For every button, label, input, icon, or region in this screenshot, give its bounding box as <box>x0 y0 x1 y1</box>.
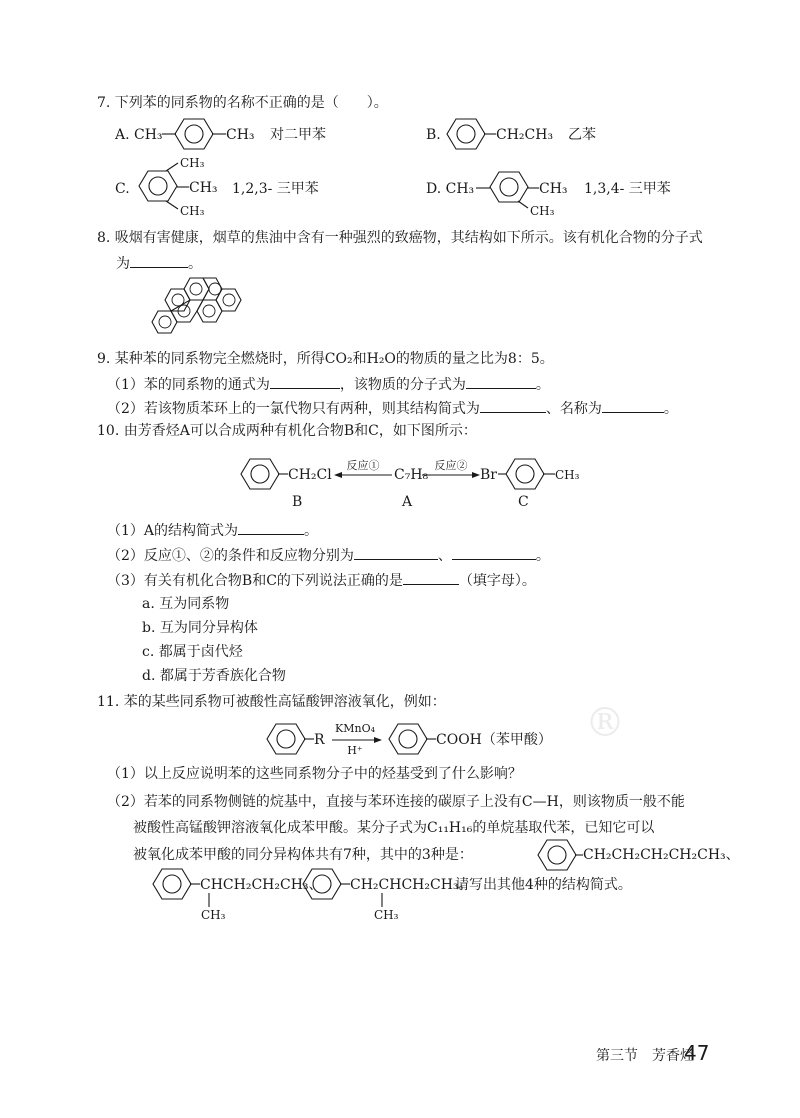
q9-p1-a: （1）苯的同系物的通式为 <box>107 377 270 393</box>
left-arrow-icon <box>334 471 392 479</box>
q7-a-name: 对二甲苯 <box>270 127 326 143</box>
q11-chain2: CHCH₂CH₂CH₃、 <box>200 877 323 893</box>
benzene-ring-icon <box>266 722 306 756</box>
q11-p1: （1）以上反应说明苯的这些同系物分子中的烃基受到了什么影响？ <box>107 766 522 782</box>
benzene-ring-icon <box>302 867 342 901</box>
q9-p2-a: （2）若该物质苯环上的一氯代物只有两种，则其结构简式为 <box>107 401 480 417</box>
bond-line <box>190 883 200 885</box>
answer-blank[interactable] <box>130 253 188 268</box>
q10-p3 <box>107 570 536 590</box>
q11-r-group: R <box>314 732 325 748</box>
q9-p2-b: 、名称为 <box>545 401 602 417</box>
benzene-ring-icon <box>388 722 428 756</box>
q11-reagent-bottom: H⁺ <box>347 744 363 757</box>
q7-c-name: 1,2,3- 三甲苯 <box>232 181 319 197</box>
bond-line <box>543 473 555 475</box>
q10-label-b: B <box>292 494 303 510</box>
bond-line <box>208 893 210 907</box>
q7-d-ch3-bot: CH₃ <box>530 204 555 218</box>
q7-d-name: 1,3,4- 三甲苯 <box>584 181 671 197</box>
q10-line1: 10. 由芳香烃A可以合成两种有机化合物B和C，如下图所示： <box>97 423 477 439</box>
benzene-ring-icon <box>138 169 178 203</box>
q10-p3-a: （3）有关有机化合物B和C的下列说法正确的是 <box>107 573 403 589</box>
q10-p2 <box>107 545 550 565</box>
q7-c-prefix: C. <box>115 181 130 197</box>
bond-line <box>476 187 490 189</box>
answer-blank[interactable] <box>270 374 340 389</box>
q9-p2-c: 。 <box>663 401 678 417</box>
q10-p2-c: 。 <box>535 548 550 564</box>
q7-a-prefix: A. CH₃ <box>115 127 163 143</box>
q10-a-formula: C₇H₈ <box>394 467 429 483</box>
q11-chain3: CH₂CHCH₂CH₃。 <box>350 877 473 893</box>
q11-chain2-ch3: CH₃ <box>201 908 226 922</box>
answer-blank[interactable] <box>238 520 304 535</box>
q11-product: COOH（苯甲酸） <box>436 732 552 748</box>
q7-stem: 7. 下列苯的同系物的名称不正确的是（ ）。 <box>97 95 388 111</box>
q9-p1-c: 。 <box>535 377 550 393</box>
bond-line <box>166 201 180 211</box>
bond-line <box>575 854 583 856</box>
benzene-ring-icon <box>505 457 545 491</box>
benzene-ring-icon <box>489 170 529 204</box>
bond-line <box>177 186 189 188</box>
page-number: 47 <box>684 1041 710 1065</box>
q10-p2-b: 、 <box>437 548 452 564</box>
q10-p1-a: （1）A的结构简式为 <box>107 523 239 539</box>
q10-option-d: d. 都属于芳香族化合物 <box>142 668 286 684</box>
q11-p2-end: 请写出其他4种的结构简式。 <box>455 877 632 893</box>
q7-d-ch3-right: CH₃ <box>539 181 568 197</box>
bond-line <box>212 133 226 135</box>
answer-blank[interactable] <box>480 398 546 413</box>
q10-option-a: a. 互为同系物 <box>142 596 230 612</box>
q7-a-suffix: CH₃ <box>226 127 255 143</box>
bond-line <box>278 473 288 475</box>
benzene-ring-icon <box>174 117 214 151</box>
bond-line <box>381 893 383 907</box>
footer-section-title: 第三节 芳香烃 <box>596 1048 694 1064</box>
answer-blank[interactable] <box>602 398 664 413</box>
bond-line <box>166 161 180 171</box>
watermark: ® <box>585 700 625 746</box>
answer-blank[interactable] <box>466 374 536 389</box>
q11-reagent-top: KMnO₄ <box>335 722 375 735</box>
bond-line <box>527 187 539 189</box>
q11-chain3-ch3: CH₃ <box>374 908 399 922</box>
q9-p2 <box>107 398 678 418</box>
q10-c-group: CH₃ <box>555 468 580 482</box>
bond-line <box>162 133 176 135</box>
q7-d-prefix: D. CH₃ <box>426 181 475 197</box>
q10-p1-b: 。 <box>304 523 319 539</box>
q7-b-name: 乙苯 <box>568 127 596 143</box>
q10-p2-a: （2）反应①、②的条件和反应物分别为 <box>107 548 354 564</box>
q10-label-a: A <box>402 494 413 510</box>
q11-line1: 11. 苯的某些同系物可被酸性高锰酸钾溶液氧化，例如： <box>97 694 446 710</box>
q9-p1-b: ，该物质的分子式为 <box>339 377 466 393</box>
bond-line <box>426 738 436 740</box>
q10-label-c: C <box>518 494 529 510</box>
benzene-ring-icon <box>446 117 486 151</box>
q11-chain1: CH₂CH₂CH₂CH₂CH₃、 <box>583 847 740 863</box>
bond-line <box>304 738 314 740</box>
q11-p2-line1: （2）若苯的同系物侧链的烷基中，直接与苯环连接的碳原子上没有C—H，则该物质一般不能 <box>107 794 685 810</box>
q10-p1 <box>107 520 318 540</box>
q11-p2-line3: 被氧化成苯甲酸的同分异构体共有7种，其中的3种是： <box>133 847 473 863</box>
answer-blank[interactable] <box>354 545 438 560</box>
q7-b-prefix: B. <box>426 127 441 143</box>
q7-c-ch3-top: CH₃ <box>180 156 205 170</box>
benzene-ring-icon <box>537 838 577 872</box>
q10-option-c: c. 都属于卤代烃 <box>142 644 243 660</box>
bond-line <box>484 133 496 135</box>
q11-p2-line2: 被酸性高锰酸钾溶液氧化成苯甲酸。某分子式为C₁₁H₁₆的单烷基取代苯，已知它可以 <box>133 820 655 836</box>
q7-c-ch3-bot: CH₃ <box>180 204 205 218</box>
q7-b-sub: CH₂CH₃ <box>496 127 554 143</box>
benzene-ring-icon <box>240 457 280 491</box>
q10-reaction1-label: 反应① <box>346 459 380 472</box>
q8-line1: 8. 吸烟有害健康，烟草的焦油中含有一种强烈的致癌物，其结构如下所示。该有机化合物的分子式 <box>97 230 703 246</box>
q10-br: Br <box>480 467 497 483</box>
q10-option-b: b. 互为同分异构体 <box>142 620 258 636</box>
q10-reaction2-label: 反应② <box>434 459 468 472</box>
bond-line <box>340 883 350 885</box>
q8-line2-label: 为 <box>116 256 130 272</box>
q10-p3-b: （填字母）。 <box>458 573 536 589</box>
q9-p1 <box>107 374 550 394</box>
right-arrow-icon <box>422 471 480 479</box>
answer-blank[interactable] <box>403 570 459 585</box>
q8-line2 <box>116 253 202 273</box>
right-arrow-icon <box>332 736 382 744</box>
q8-line2-end: 。 <box>188 256 202 272</box>
benzopyrene-structure-icon <box>140 274 250 340</box>
q7-c-ch3-mid: CH₃ <box>189 180 218 196</box>
benzene-ring-icon <box>152 867 192 901</box>
answer-blank[interactable] <box>452 545 536 560</box>
q9-line1: 9. 某种苯的同系物完全燃烧时，所得CO₂和H₂O的物质的量之比为8：5。 <box>97 351 554 367</box>
q10-b-group: CH₂Cl <box>288 467 332 483</box>
